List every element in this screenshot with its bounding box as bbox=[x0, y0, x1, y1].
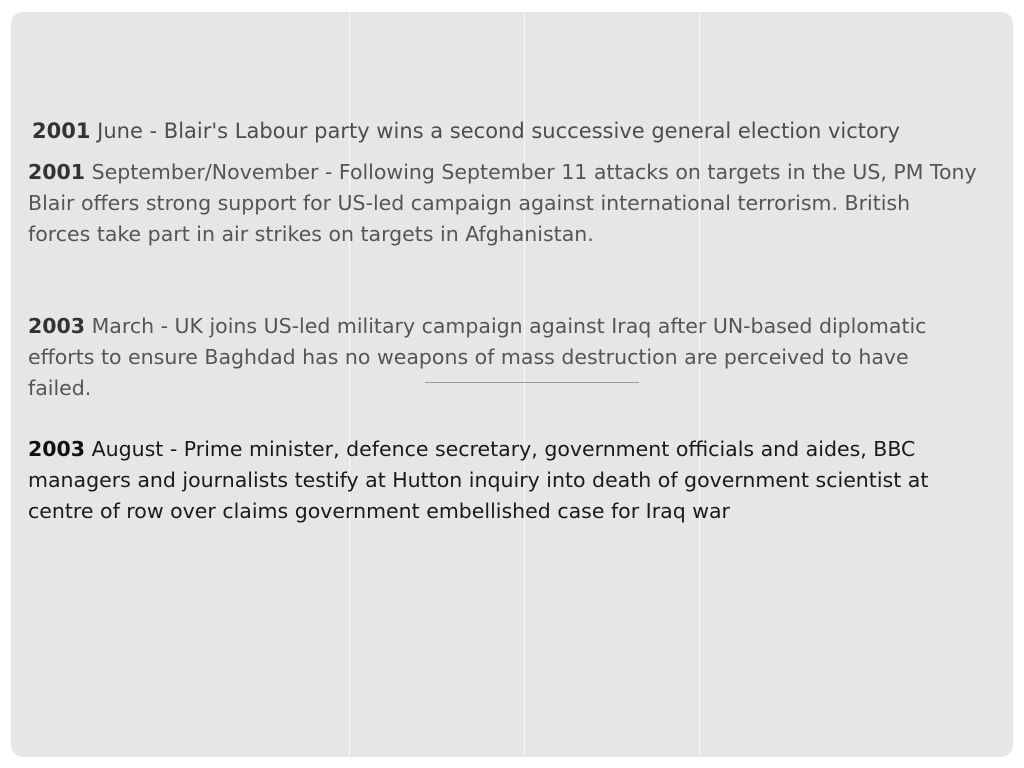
timeline-entry bbox=[28, 311, 978, 403]
headline-entry bbox=[32, 116, 1013, 146]
entry-text: March - UK joins US-led military campaign against Iraq after UN-based diplomatic efforts to ensure Baghdad has no weapons of mass destruction are perceived to have failed. bbox=[28, 314, 927, 400]
horizontal-rule bbox=[425, 382, 639, 383]
entry-text: June - Blair's Labour party wins a second successive general election victory bbox=[97, 119, 900, 143]
entry-year: 2001 bbox=[32, 119, 91, 143]
slide bbox=[11, 12, 1013, 757]
entry-year: 2003 bbox=[28, 437, 86, 461]
timeline-entry bbox=[28, 434, 978, 526]
entry-year: 2001 bbox=[28, 160, 86, 184]
timeline-entry bbox=[28, 157, 978, 249]
entry-text: August - Prime minister, defence secretary, government officials and aides, BBC managers and journalists testify at Hutton inquiry into death of government scientist at centre of row over claims government embellished case for Iraq war bbox=[28, 437, 929, 523]
entry-text: September/November - Following September 11 attacks on targets in the US, PM Tony Blair offers strong support for US-led campaign against international terrorism. British forces take part in air strikes on targets in Afghanistan. bbox=[28, 160, 977, 246]
entry-year: 2003 bbox=[28, 314, 86, 338]
